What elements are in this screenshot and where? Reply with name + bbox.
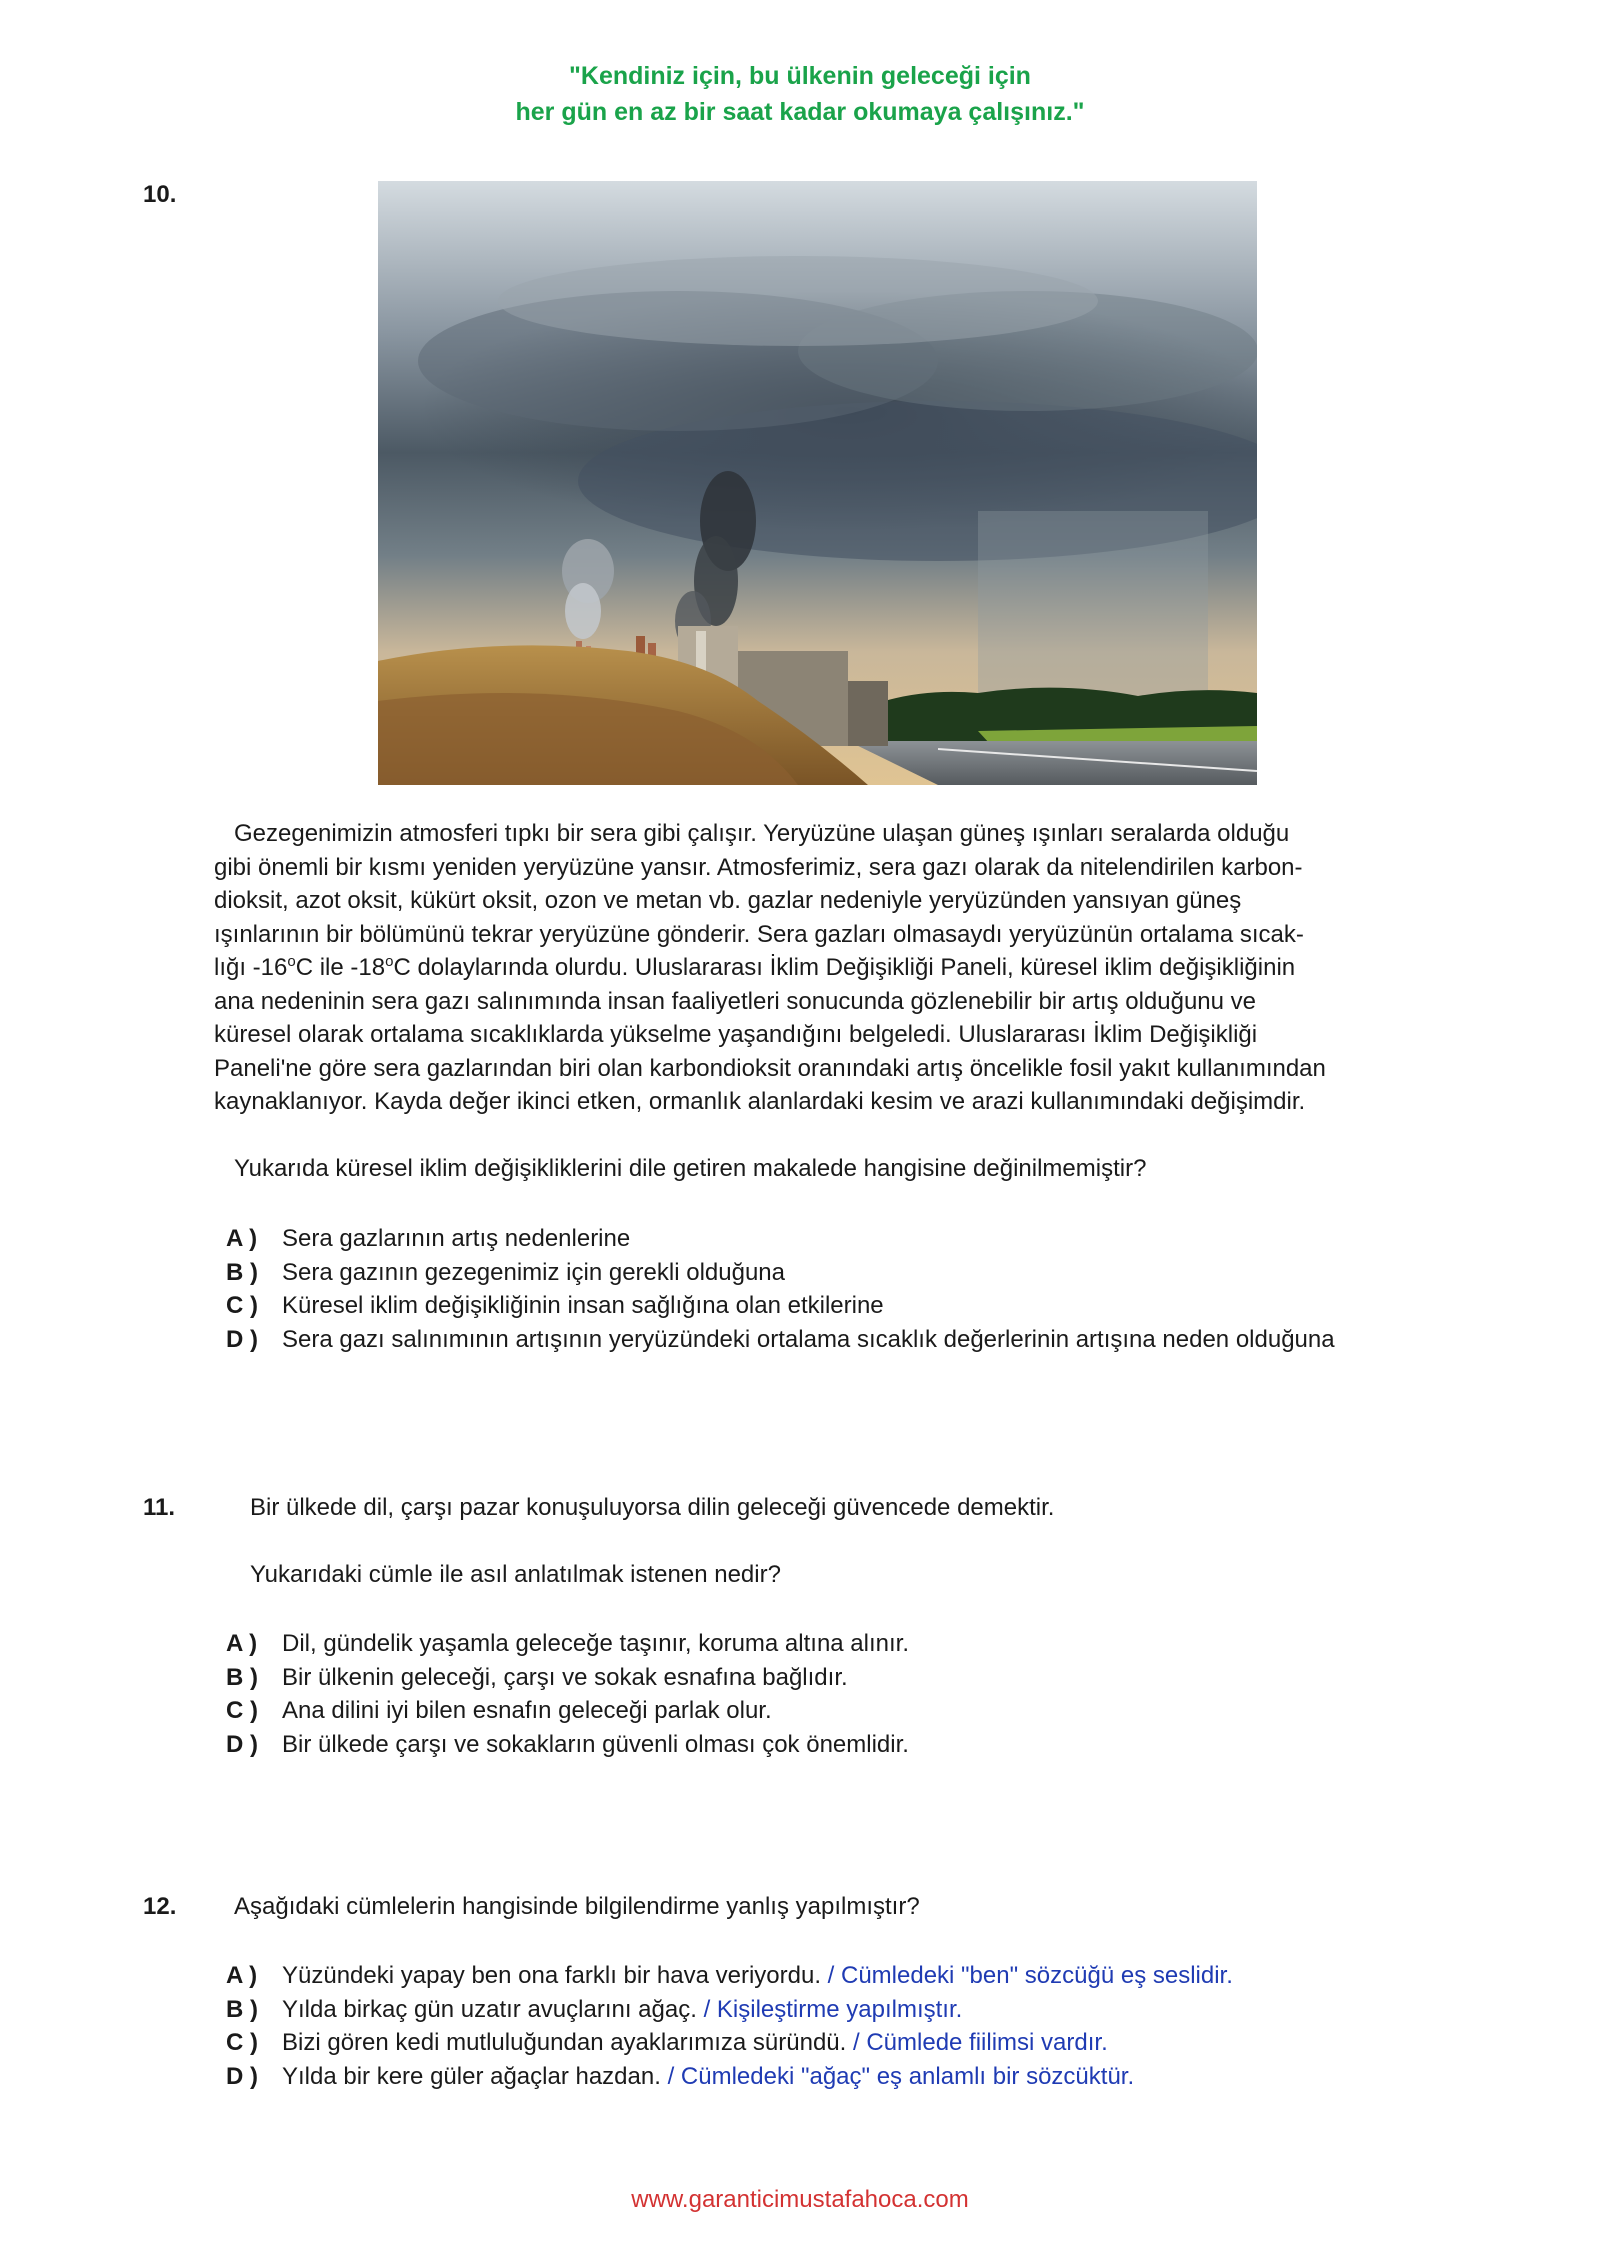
- option-label: D ): [226, 2062, 258, 2090]
- option-note: / Cümledeki "ağaç" eş anlamlı bir sözcüktür.: [667, 2062, 1135, 2090]
- header-quote-line-1: "Kendiniz için, bu ülkenin geleceği için: [569, 62, 1031, 90]
- option-c[interactable]: [226, 1289, 1422, 1323]
- option-c[interactable]: [226, 2026, 1422, 2060]
- option-label: C ): [226, 1292, 258, 1319]
- degree-superscript: o: [287, 953, 296, 970]
- footer-website-link[interactable]: www.garanticimustafahoca.com: [631, 2186, 969, 2213]
- option-content: [282, 1993, 1422, 2027]
- option-a[interactable]: [226, 1959, 1422, 1993]
- passage-line: Gezegenimizin atmosferi tıpkı bir sera gibi çalışır. Yeryüzüne ulaşan güneş ışınları seralarda olduğu: [234, 820, 1290, 847]
- question-10-number: 10.: [143, 181, 177, 208]
- factory-smoke-storm-photo: [378, 181, 1257, 785]
- option-label: D ): [226, 1325, 258, 1353]
- question-11-prompt: Yukarıdaki cümle ile asıl anlatılmak istenen nedir?: [250, 1561, 781, 1588]
- option-content: [282, 2060, 1422, 2094]
- option-text: Sera gazlarının artış nedenlerine: [282, 1225, 631, 1252]
- option-label: B ): [226, 1258, 258, 1286]
- header-quote-line-2: her gün en az bir saat kadar okumaya çalışınız.": [515, 98, 1085, 126]
- option-label: D ): [226, 1730, 258, 1758]
- question-10-prompt: Yukarıda küresel iklim değişikliklerini dile getiren makalede hangisine değinilmemiştir?: [234, 1155, 1147, 1182]
- option-note: / Kişileştirme yapılmıştır.: [703, 1995, 963, 2023]
- option-label: A ): [226, 1630, 258, 1657]
- option-text: Sera gazının gezegenimiz için gerekli olduğuna: [282, 1258, 785, 1286]
- option-a[interactable]: [226, 1222, 1422, 1256]
- option-text: Bir ülkede çarşı ve sokakların güvenli olması çok önemlidir.: [282, 1730, 909, 1758]
- option-c[interactable]: [226, 1694, 1422, 1728]
- option-d[interactable]: [226, 1728, 1422, 1762]
- option-label: A ): [226, 1225, 258, 1252]
- passage-line: ışınlarının bir bölümünü tekrar yeryüzüne gönderir. Sera gazları olmasaydı yeryüzünün ortalama sıcak-: [214, 920, 1304, 948]
- option-label: C ): [226, 2029, 258, 2056]
- passage-line: gibi önemli bir kısmı yeniden yeryüzüne yansır. Atmosferimiz, sera gazı olarak da nitelendirilen karbon-: [214, 853, 1303, 881]
- option-text: Sera gazı salınımının artışının yeryüzündeki ortalama sıcaklık değerlerinin artışına neden olduğuna: [282, 1325, 1335, 1353]
- option-label: B ): [226, 1995, 258, 2023]
- question-11-options: [226, 1627, 1422, 1761]
- passage-text: C dolaylarında olurdu. Uluslararası İklim Değişikliği Paneli, küresel iklim değişikliğinin: [393, 954, 1296, 981]
- option-b[interactable]: [226, 1256, 1422, 1290]
- question-12-options: [226, 1959, 1422, 2093]
- degree-superscript: o: [385, 953, 394, 970]
- question-10-passage: [214, 817, 1474, 1119]
- question-12-prompt: Aşağıdaki cümlelerin hangisinde bilgilendirme yanlış yapılmıştır?: [234, 1893, 920, 1920]
- option-text: Bizi gören kedi mutluluğundan ayaklarımıza süründü.: [282, 2029, 847, 2056]
- option-label: C ): [226, 1697, 258, 1724]
- option-note: / Cümledeki "ben" sözcüğü eş seslidir.: [827, 1962, 1233, 1989]
- option-note: / Cümlede fiilimsi vardır.: [853, 2029, 1108, 2056]
- option-a[interactable]: [226, 1627, 1422, 1661]
- passage-line: kaynaklanıyor. Kayda değer ikinci etken, ormanlık alanlardaki kesim ve arazi kullanımındaki değişimdir.: [214, 1088, 1306, 1115]
- option-text: Dil, gündelik yaşamla geleceğe taşınır, koruma altına alınır.: [282, 1630, 909, 1657]
- passage-text: C ile -18: [295, 954, 386, 981]
- option-b[interactable]: [226, 1661, 1422, 1695]
- passage-line-temperature: [214, 951, 1474, 985]
- option-label: B ): [226, 1663, 258, 1691]
- question-11-number: 11.: [143, 1494, 176, 1521]
- question-11-statement: Bir ülkede dil, çarşı pazar konuşuluyorsa dilin geleceği güvencede demektir.: [250, 1494, 1055, 1521]
- passage-line: dioksit, azot oksit, kükürt oksit, ozon ve metan vb. gazlar nedeniyle yeryüzünden yansıyan güneş: [214, 887, 1242, 914]
- option-d[interactable]: [226, 2060, 1422, 2094]
- question-10-options: [226, 1222, 1422, 1356]
- option-text: Yılda bir kere güler ağaçlar hazdan.: [282, 2062, 661, 2090]
- option-text: Yüzündeki yapay ben ona farklı bir hava veriyordu.: [282, 1962, 821, 1989]
- option-text: Küresel iklim değişikliğinin insan sağlığına olan etkilerine: [282, 1292, 884, 1319]
- passage-line: ana nedeninin sera gazı salınımında insan faaliyetleri sonucunda gözlenebilir bir artış olduğunu ve: [214, 987, 1256, 1015]
- option-content: [282, 1959, 1422, 1993]
- question-12-number: 12.: [143, 1893, 177, 1920]
- option-text: Yılda birkaç gün uzatır avuçlarını ağaç.: [282, 1995, 697, 2023]
- passage-line: küresel olarak ortalama sıcaklıklarda yükselme yaşandığını belgeledi. Uluslararası İklim Değişikliği: [214, 1021, 1258, 1048]
- option-label: A ): [226, 1962, 258, 1989]
- option-text: Ana dilini iyi bilen esnafın geleceği parlak olur.: [282, 1697, 772, 1724]
- option-b[interactable]: [226, 1993, 1422, 2027]
- option-content: [282, 2026, 1422, 2060]
- passage-line: Paneli'ne göre sera gazlarından biri olan karbondioksit oranındaki artış öncelikle fosil yakıt kullanımından: [214, 1054, 1326, 1082]
- option-text: Bir ülkenin geleceği, çarşı ve sokak esnafına bağlıdır.: [282, 1663, 848, 1691]
- header-quote: [0, 58, 1600, 130]
- passage-text: lığı -16: [214, 954, 288, 981]
- option-d[interactable]: [226, 1323, 1422, 1357]
